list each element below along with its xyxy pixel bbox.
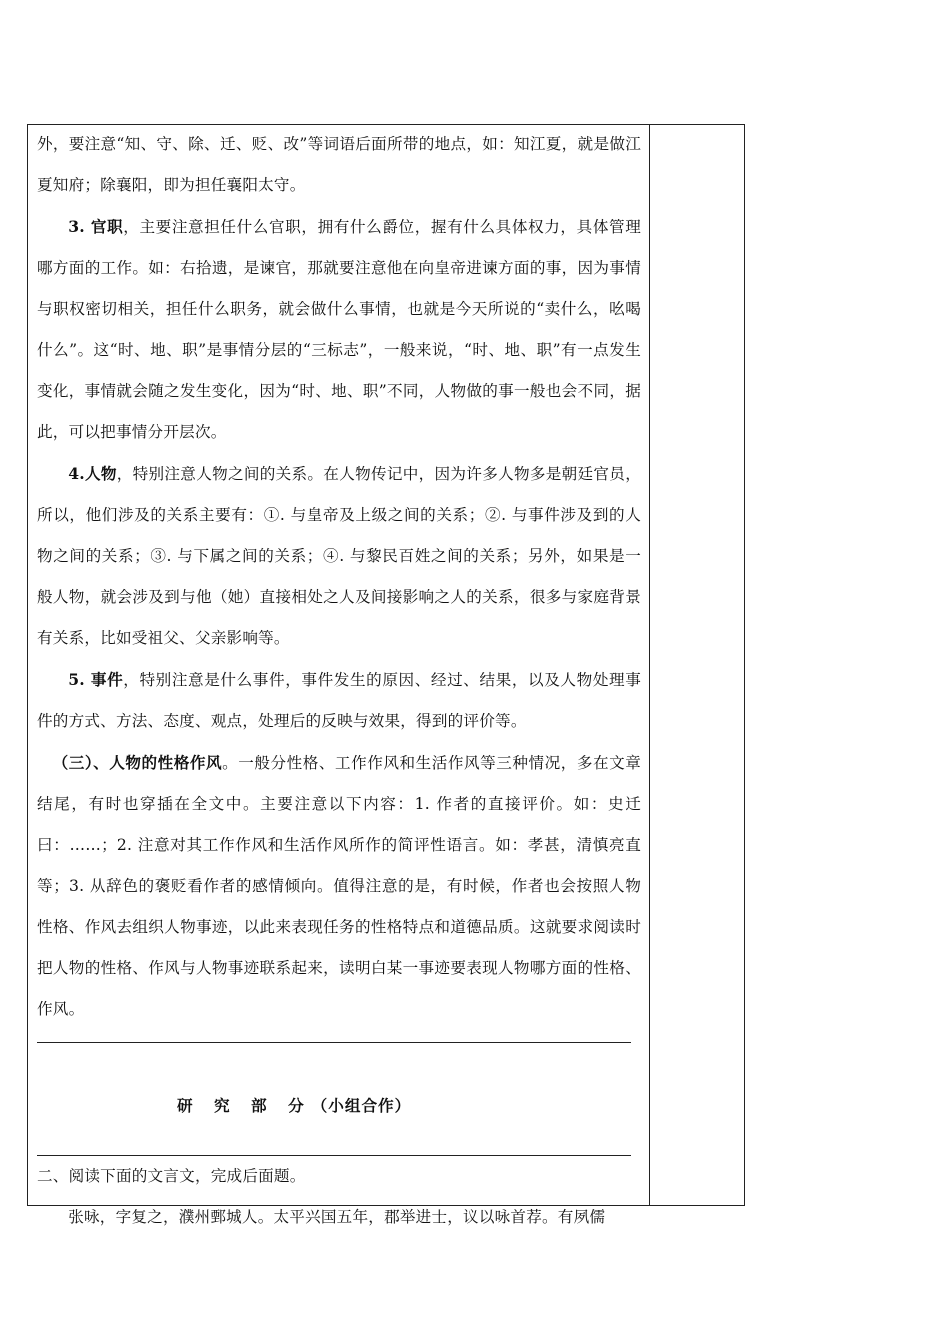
- section-divider-top: [37, 1042, 631, 1043]
- heading-events: 5. 事件: [68, 670, 124, 689]
- body-character: 。一般分性格、工作作风和生活作风等三种情况，多在文章结尾，有时也穿插在全文中。主要注意以下内容：1. 作者的直接评价。如：史迁曰：……；2. 注意对其工作作风和生活作风所作的简评性语言。如：孝甚，清慎亮直等；3. 从辞色的褒贬看作者的感情倾向。值得注意的是，有时候，作者也会按照人物性格、作风去组织人物事迹，以此来表现任务的性格特点和道德品质。这就要求阅读时把人物的性格、作风与人物事迹联系起来，读明白某一事迹要表现人物哪方面的性格、作风。: [37, 754, 641, 1018]
- section-title: [37, 1085, 641, 1126]
- table-column-divider: [649, 124, 650, 1206]
- main-content: [37, 124, 641, 1238]
- paragraph-official-post: [37, 206, 641, 453]
- body-persons: ，特别注意人物之间的关系。在人物传记中，因为许多人物多是朝廷官员，所以，他们涉及的关系主要有：①. 与皇帝及上级之间的关系；②. 与事件涉及到的人物之间的关系；③. 与下属之间的关系；④. 与黎民百姓之间的关系；另外，如果是一般人物，就会涉及到与他（她）直接相处之人及间接影响之人的关系，很多与家庭背景有关系，比如受祖父、父亲影响等。: [37, 465, 641, 647]
- paragraph-persons: [37, 453, 641, 659]
- body-official-post: ，主要注意担任什么官职，拥有什么爵位，握有什么具体权力，具体管理哪方面的工作。如：右拾遗，是谏官，那就要注意他在向皇帝进谏方面的事，因为事情与职权密切相关，担任什么职务，就会做什么事情，也就是今天所说的“卖什么，吆喝什么”。这“时、地、职”是事情分层的“三标志”，一般来说，“时、地、职”有一点发生变化，事情就会随之发生变化，因为“时、地、职”不同，人物做的事一般也会不同，据此，可以把事情分开层次。: [37, 218, 641, 441]
- reading-instruction: 二、阅读下面的文言文，完成后面题。: [37, 1167, 306, 1185]
- heading-persons: 4.人物: [68, 464, 117, 483]
- heading-official-post: 3. 官职: [68, 217, 124, 236]
- paragraph-character: [37, 742, 641, 1030]
- section-title-sub: （小组合作）: [311, 1096, 412, 1115]
- paragraph-continuation: 外，要注意“知、守、除、迁、贬、改”等词语后面所带的地点，如：知江夏，就是做江夏知府；除襄阳，即为担任襄阳太守。: [37, 135, 641, 194]
- body-events: ，特别注意是什么事件，事件发生的原因、经过、结果，以及人物处理事件的方式、方法、态度、观点，处理后的反映与效果，得到的评价等。: [37, 671, 641, 730]
- section-title-main: 研 究 部 分: [177, 1096, 312, 1115]
- reading-passage: 张咏，字复之，濮州鄄城人。太平兴国五年，郡举进士，议以咏首荐。有夙儒: [68, 1208, 606, 1226]
- paragraph-events: [37, 659, 641, 742]
- heading-character: （三）、人物的性格作风: [52, 753, 223, 772]
